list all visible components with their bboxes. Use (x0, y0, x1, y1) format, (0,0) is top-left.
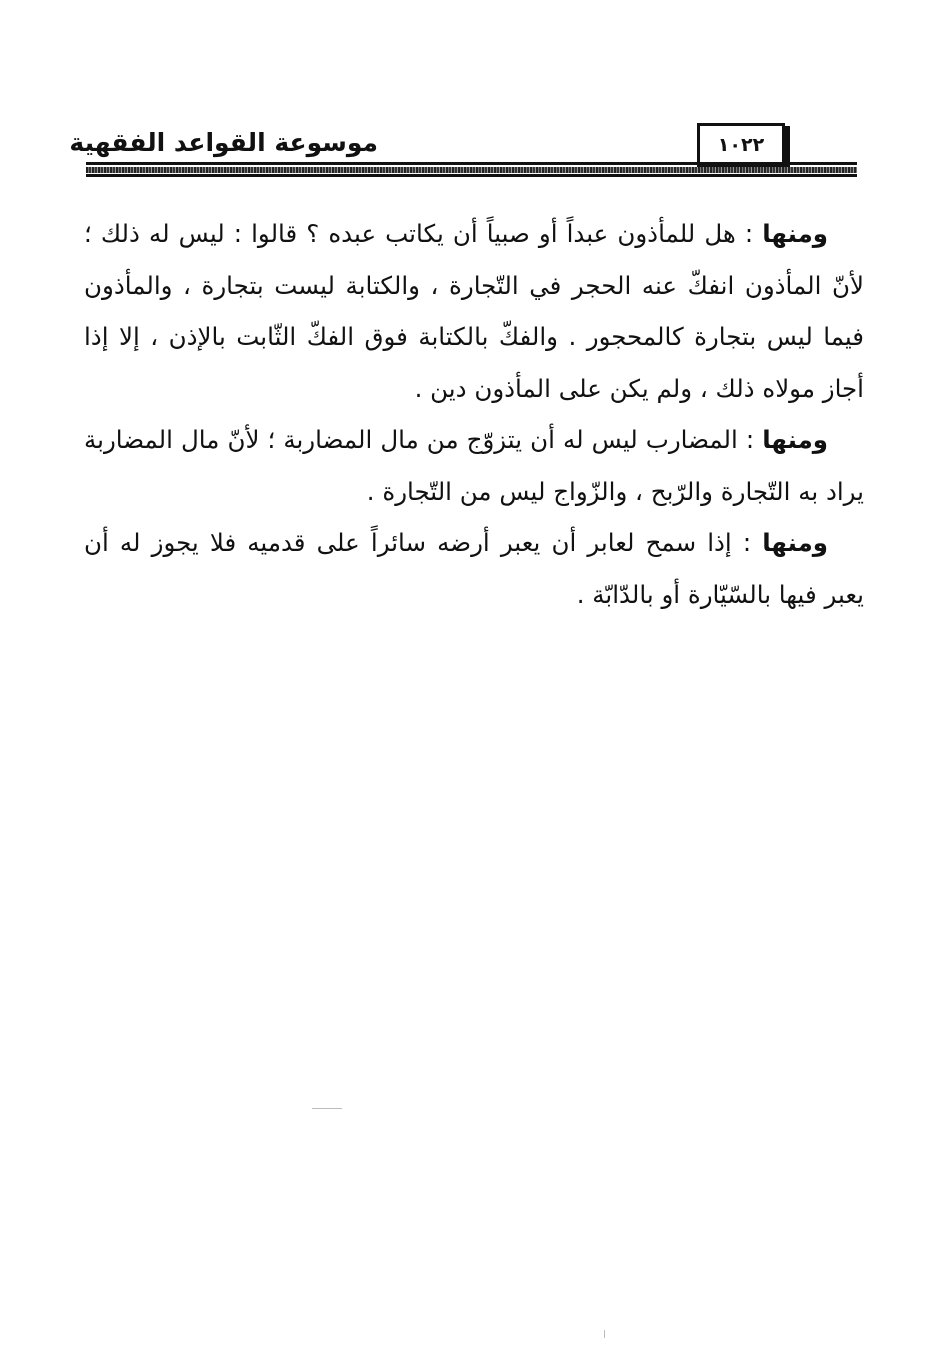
paragraph-text: : المضارب ليس له أن يتزوّج من مال المضاربة ؛ لأنّ مال المضاربة يراد به التّجارة والرّبح ، والزّواج ليس من التّجارة . (84, 425, 864, 506)
paragraph-lead: ومنها (762, 425, 828, 454)
running-header-title (69, 124, 378, 162)
paragraph (84, 517, 864, 620)
page-number: ١٠٢٢ (717, 134, 765, 156)
paragraph-lead: ومنها (762, 219, 828, 248)
page-number-box (697, 123, 785, 167)
paragraph (84, 414, 864, 517)
body-text (84, 208, 864, 620)
header-rule (86, 162, 857, 180)
scan-speck (604, 1330, 605, 1338)
paragraph-lead: ومنها (762, 528, 828, 557)
header-rule-top-line (86, 162, 857, 165)
header-rule-pattern (86, 167, 857, 173)
paragraph-text: : إذا سمح لعابر أن يعبر أرضه سائراً على قدميه فلا يجوز له أن يعبر فيها بالسّيّارة أو بالدّابّة . (84, 528, 864, 609)
paragraph (84, 208, 864, 414)
scan-speck (312, 1108, 342, 1109)
book-title: موسوعة القواعد الفقهية (69, 128, 378, 157)
header-rule-bottom-line (86, 174, 857, 177)
paragraph-text: : هل للمأذون عبداً أو صبياً أن يكاتب عبده ؟ قالوا : ليس له ذلك ؛ لأنّ المأذون انفكّ عنه الحجر في التّجارة ، والكتابة ليست بتجارة ، والمأذون فيما ليس بتجارة كالمحجور . والفكّ بالكتابة فوق الفكّ الثّابت بالإذن ، إلا إذا أجاز مولاه ذلك ، ولم يكن على المأذون دين . (84, 219, 864, 403)
